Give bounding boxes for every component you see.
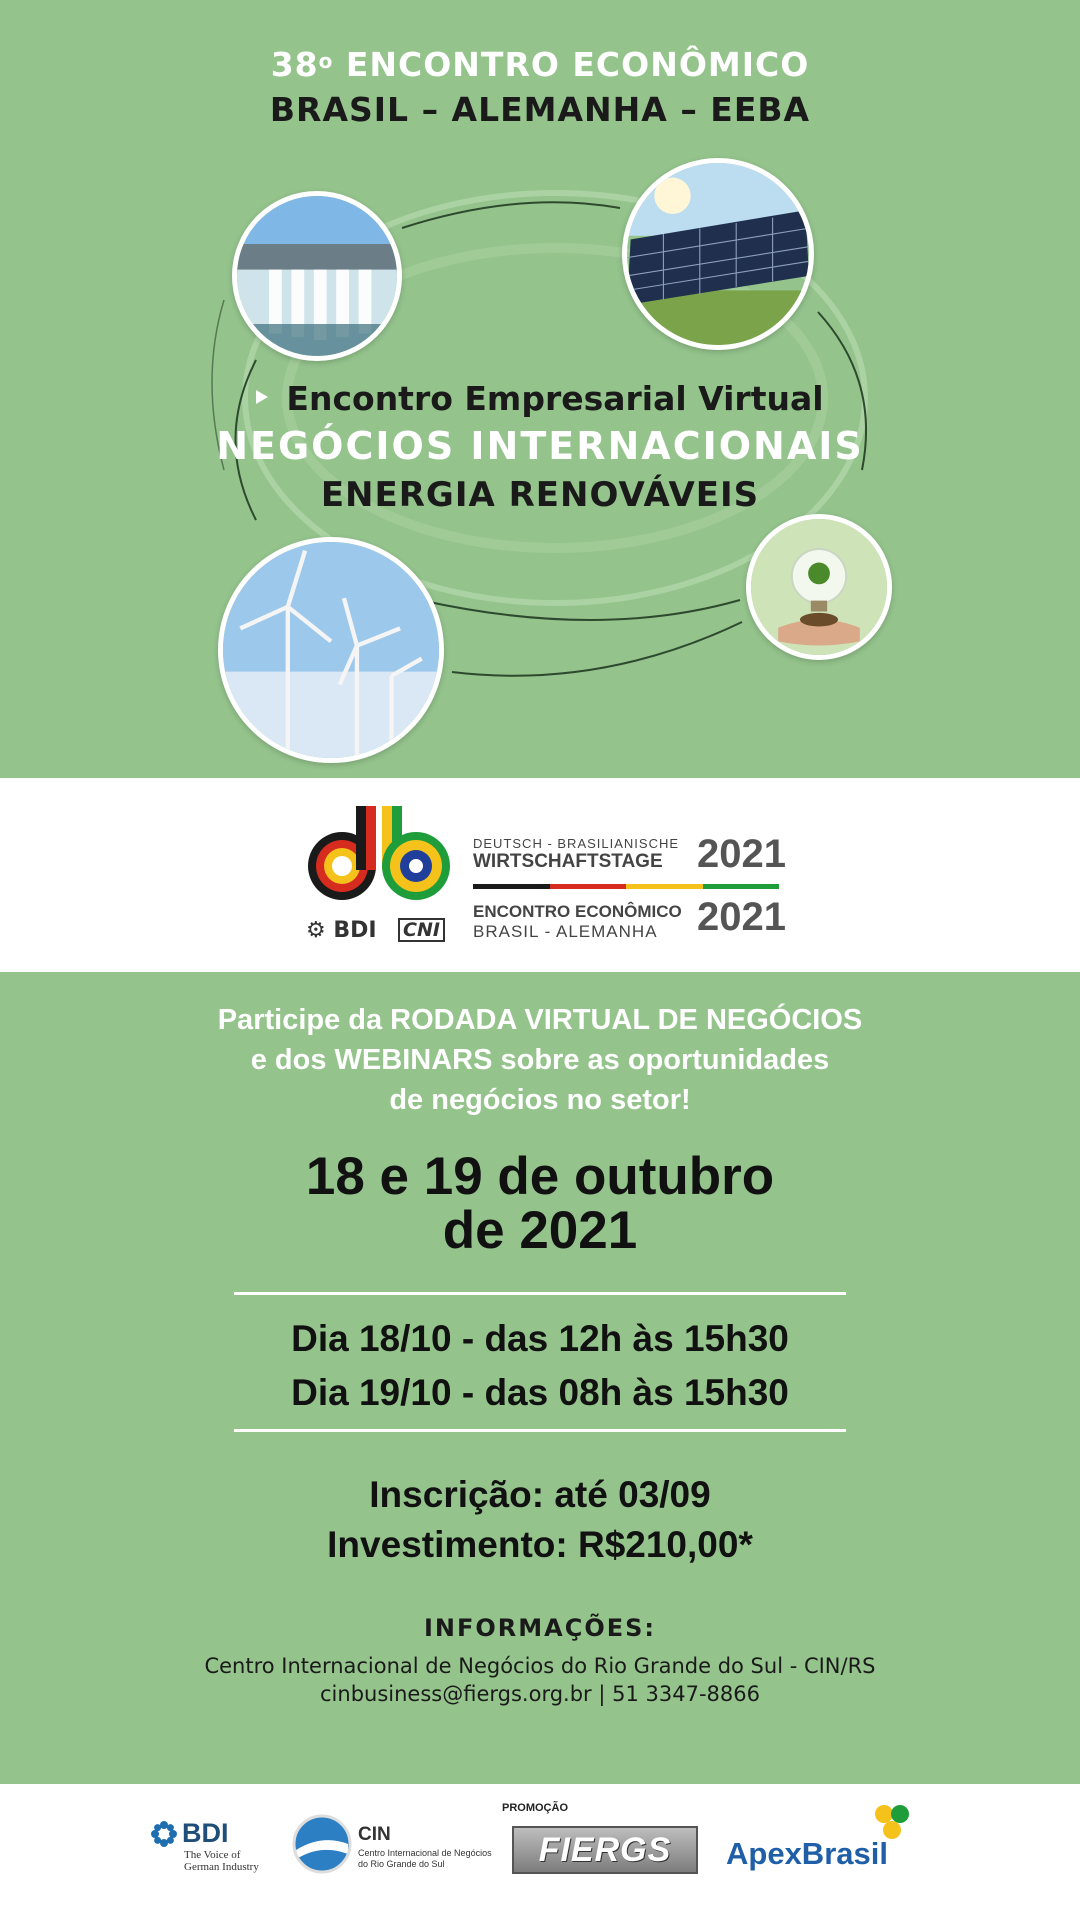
ordinal-suffix: o xyxy=(318,49,334,73)
date-line2: de 2021 xyxy=(442,1201,638,1260)
bdi-gear-icon xyxy=(150,1820,178,1848)
brazil-big-line: ENCONTRO ECONÔMICO xyxy=(473,902,682,921)
hero-section xyxy=(0,0,1080,778)
flag-yellow xyxy=(626,884,703,889)
bdi-small-logo: ⚙ BDI xyxy=(306,918,377,943)
subtitle-line1-text: Encontro Empresarial Virtual xyxy=(286,379,824,418)
promotion-label: PROMOÇÃO xyxy=(502,1802,568,1814)
subtitle-line3: ENERGIA RENOVÁVEIS xyxy=(320,475,760,515)
hours-day2: Dia 19/10 - das 08h às 15h30 xyxy=(291,1372,789,1413)
plant-in-lightbulb-photo xyxy=(746,514,892,660)
info-section xyxy=(0,972,1080,1784)
cin-sub-line1: Centro Internacional de Negócios xyxy=(358,1848,492,1858)
business-meeting-title xyxy=(0,376,1080,518)
brazilian-event-name xyxy=(473,902,698,942)
cni-small-logo: CNI xyxy=(398,918,445,942)
fiergs-logo: FIERGS xyxy=(512,1826,698,1874)
bdi-name: BDI xyxy=(182,1818,229,1848)
german-year: 2021 xyxy=(697,832,786,876)
german-small-line: DEUTSCH - BRASILIANISCHE xyxy=(473,836,680,851)
registration-deadline: Inscrição: até 03/09 xyxy=(369,1474,711,1515)
ordinal: 38 xyxy=(270,45,319,84)
date-line1: 18 e 19 de outubro xyxy=(305,1147,775,1206)
apexbrasil-mark-icon xyxy=(872,1802,912,1842)
bdi-logo xyxy=(150,1818,259,1873)
bdi-tagline-1: The Voice of xyxy=(184,1849,241,1861)
subtitle-line2: NEGÓCIOS INTERNACIONAIS xyxy=(216,424,864,468)
wirtschaftstage-logo xyxy=(306,800,452,902)
cin-sub-line2: do Rio Grande do Sul xyxy=(358,1859,445,1869)
brazil-year: 2021 xyxy=(697,895,786,939)
participe-line3: de negócios no setor! xyxy=(389,1084,691,1116)
participe-line1: Participe da RODADA VIRTUAL DE NEGÓCIOS xyxy=(217,1004,863,1036)
event-hours xyxy=(0,1312,1080,1420)
brazil-small-line: BRASIL - ALEMANHA xyxy=(473,922,658,941)
flag-green xyxy=(703,884,780,889)
hydroelectric-dam-photo xyxy=(232,191,402,361)
german-event-name xyxy=(473,836,698,873)
registration-info xyxy=(0,1470,1080,1570)
divider-bottom xyxy=(234,1429,846,1432)
event-dates xyxy=(0,1147,1080,1260)
cin-subtitle xyxy=(358,1848,498,1870)
sponsor-footer xyxy=(0,1784,1080,1920)
event-title-rest: ENCONTRO ECONÔMICO xyxy=(333,45,810,84)
solar-panels-photo xyxy=(622,158,814,350)
flag-colors-line xyxy=(473,884,779,889)
investment-price: Investimento: R$210,00* xyxy=(327,1524,753,1565)
bdi-tagline-2: German Industry xyxy=(184,1861,259,1873)
flag-red xyxy=(550,884,627,889)
hours-day1: Dia 18/10 - das 12h às 15h30 xyxy=(291,1318,789,1359)
german-big-line: WIRTSCHAFTSTAGE xyxy=(473,851,663,872)
cin-globe-icon xyxy=(292,1814,352,1874)
bdi-small-label: BDI xyxy=(333,918,377,943)
divider-top xyxy=(234,1292,846,1295)
participe-line2: e dos WEBINARS sobre as oportunidades xyxy=(250,1044,830,1076)
play-arrow-icon xyxy=(256,390,268,404)
flag-black xyxy=(473,884,550,889)
contact-email-phone[interactable]: cinbusiness@fiergs.org.br | 51 3347-8866 xyxy=(320,1682,760,1706)
info-heading: INFORMAÇÕES: xyxy=(423,1614,657,1642)
participe-text xyxy=(0,1000,1080,1120)
wind-turbines-photo xyxy=(218,537,444,763)
contact-info xyxy=(0,1652,1080,1708)
organizer-name: Centro Internacional de Negócios do Rio Grande do Sul - CIN/RS xyxy=(204,1654,876,1678)
cin-name: CIN xyxy=(358,1824,391,1845)
subtitle-line1 xyxy=(0,376,1080,422)
apexbrasil-logo: ApexBrasil xyxy=(726,1836,888,1871)
event-title-line2: BRASIL – ALEMANHA – EEBA xyxy=(269,90,811,129)
logo-band xyxy=(0,778,1080,972)
